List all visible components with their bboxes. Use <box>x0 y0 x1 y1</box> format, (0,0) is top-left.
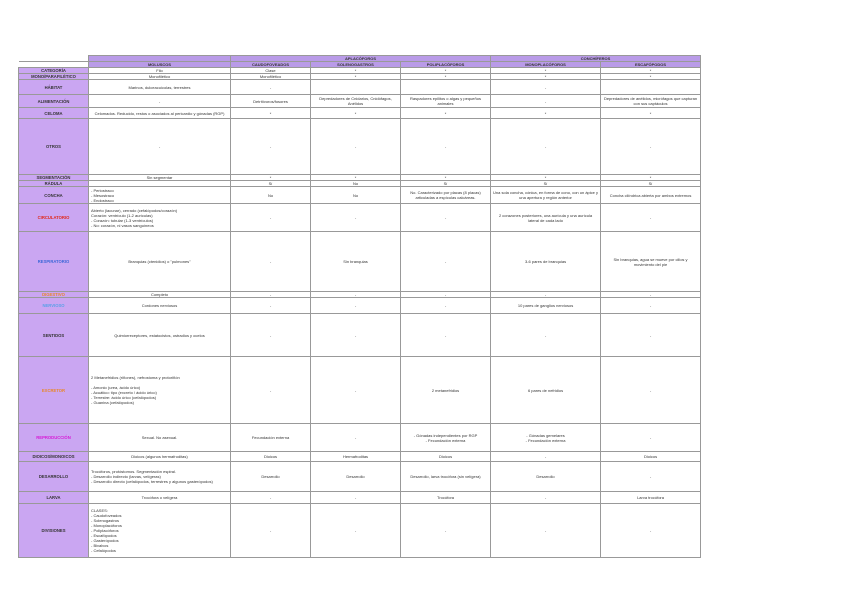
table-cell: 2 Metanefridios (riñones), nefrostoma y protoriñón - Amonio (urea, ácido úrico) - Acuático: tipo (excreto / ácido úrico) - Terrestre: ácido úrico (cefalópodos) - Guanina (cefalópodos) <box>89 357 231 424</box>
column-header: ESCAFÓPODOS <box>601 62 701 68</box>
table-row <box>19 187 701 204</box>
table-cell: * <box>601 74 701 80</box>
table-cell: - <box>401 292 491 298</box>
table-cell: Larva trocófora <box>601 492 701 504</box>
row-label: HÁBITAT <box>19 80 89 95</box>
table-cell: - <box>311 424 401 452</box>
table-cell: - <box>601 298 701 314</box>
table-cell: 2 metanefridios <box>401 357 491 424</box>
table-row <box>19 232 701 292</box>
table-cell: Depredadores de anélidos, micrófagos que capturan con sus captáculos <box>601 95 701 108</box>
table-cell: Fecundación externa <box>231 424 311 452</box>
table-cell: - <box>491 95 601 108</box>
table-cell: Trocóforos, protóstomos. Segmentación espiral. - Desarrollo indirecto (larvas, velígeras) - Desarrollo directo (cefalópodos, terrestres y algunos gasterópodos) <box>89 462 231 492</box>
table-cell: - <box>601 357 701 424</box>
table-cell: * <box>491 175 601 181</box>
table-cell: - <box>89 119 231 175</box>
table-cell: No <box>311 181 401 187</box>
table-row <box>19 108 701 119</box>
table-cell: * <box>601 175 701 181</box>
table-cell: - <box>231 314 311 357</box>
table-cell: Dioicos <box>601 452 701 462</box>
table-cell: - <box>89 95 231 108</box>
table-cell: Raspadores epilitos o algas y pequeños animales <box>401 95 491 108</box>
group-header-conchiferos: CONCHÍFEROS <box>491 56 701 62</box>
table-cell: - <box>231 298 311 314</box>
table-cell: - <box>601 314 701 357</box>
table-row <box>19 80 701 95</box>
table-cell: - <box>311 314 401 357</box>
table-row <box>19 298 701 314</box>
table-cell: Abierto (lacunar), cerrado (cefalópodos/corazón) Corazón: ventrículo (1-2 aurículas) - Corazón: tubular (1-3 ventrículos) - No: corazón, ni vasos sanguíneos <box>89 204 231 232</box>
table-cell: Monofilético <box>89 74 231 80</box>
table-row <box>19 504 701 558</box>
table-row <box>19 462 701 492</box>
table-cell: - <box>491 292 601 298</box>
table-cell: Sin branquias, agua se mueve por cilios y movimiento del pie <box>601 232 701 292</box>
table-cell: * <box>231 175 311 181</box>
table-cell: * <box>601 68 701 74</box>
table-cell: Filo <box>89 68 231 74</box>
table-cell: Dioicos (algunos hermafroditas) <box>89 452 231 462</box>
table-cell: Desarrollo <box>231 462 311 492</box>
table-cell: Sí <box>601 181 701 187</box>
table-cell: - <box>491 492 601 504</box>
table-cell: * <box>401 68 491 74</box>
table-cell: Quimiorreceptores, estatocistos, ostradios y ocelos <box>89 314 231 357</box>
row-label: SENTIDOS <box>19 314 89 357</box>
column-header: MOLUSCOS <box>89 62 231 68</box>
table-row <box>19 314 701 357</box>
column-header: SOLENOGASTROS <box>311 62 401 68</box>
table-cell: - <box>311 504 401 558</box>
table-cell: - <box>311 492 401 504</box>
table-cell: No. Caracterizado por placas (8 placas) articuladas a espículas calcáreas. <box>401 187 491 204</box>
table-cell: * <box>401 108 491 119</box>
table-cell: - <box>601 424 701 452</box>
table-cell: - <box>311 357 401 424</box>
table-cell: Detritívoros/fosores <box>231 95 311 108</box>
table-cell: Monofilético <box>231 74 311 80</box>
column-header: POLIPLACÓFOROS <box>401 62 491 68</box>
table-cell: Dioicos <box>231 452 311 462</box>
table-cell: * <box>401 74 491 80</box>
table-cell: Sí <box>491 181 601 187</box>
row-label: DIVISIONES <box>19 504 89 558</box>
table-row <box>19 452 701 462</box>
table-cell <box>601 80 701 95</box>
table-cell: * <box>491 74 601 80</box>
table-row <box>19 95 701 108</box>
row-label: RÁDULA <box>19 181 89 187</box>
table-cell: - <box>401 232 491 292</box>
table-row <box>19 204 701 232</box>
table-cell: CLASES: - Caudofoveados - Solenogastros - Monoplacóforos - Poliplacóforos - Escafópodos - Gasterópodos - Bivalvos - Cefalópodos <box>89 504 231 558</box>
table-cell: - <box>491 452 601 462</box>
table-cell: - <box>401 298 491 314</box>
table-cell: - <box>601 204 701 232</box>
table-row <box>19 492 701 504</box>
table-cell: - Gónadas gemelares - Fecundación externa <box>491 424 601 452</box>
table-cell: - <box>311 204 401 232</box>
column-header: CAUDOFOVEADOS <box>231 62 311 68</box>
table-cell: Completo <box>89 292 231 298</box>
table-cell: 2 corazones posteriores, una aurícula y una aurícula lateral de cada lado <box>491 204 601 232</box>
table-cell: Trocófora o velígera <box>89 492 231 504</box>
row-label: SEGMENTACIÓN <box>19 175 89 181</box>
table-cell: - <box>491 504 601 558</box>
row-label: MONO/PARAFILÉTICO <box>19 74 89 80</box>
table-cell: - <box>601 462 701 492</box>
table-cell: - <box>491 314 601 357</box>
table-cell: Desarrollo, larva trocófora (sin velígera) <box>401 462 491 492</box>
table-cell: - <box>231 504 311 558</box>
row-label: LARVA <box>19 492 89 504</box>
table-cell: Depredadores de Cnidarios, Cnidófagos, Anélidos <box>311 95 401 108</box>
table-cell: Celomados. Reducido, restos o asociados al pericardio y gónadas (RGP) <box>89 108 231 119</box>
table-cell: * <box>231 108 311 119</box>
table-cell: Marinos, dulceacuícolas, terrestres <box>89 80 231 95</box>
table-cell: * <box>311 175 401 181</box>
row-label: DIOICOS/MONOICOS <box>19 452 89 462</box>
row-label: DESARROLLO <box>19 462 89 492</box>
table-cell: - Periostraco - Mesostraco - Endostraco <box>89 187 231 204</box>
table-cell: Sí <box>231 181 311 187</box>
table-row <box>19 357 701 424</box>
table-cell: Trocófora <box>401 492 491 504</box>
table-cell: 10 pares de ganglios nerviosos <box>491 298 601 314</box>
table-cell: - <box>601 119 701 175</box>
table-cell: Desarrollo <box>491 462 601 492</box>
table-cell: - <box>401 119 491 175</box>
table-row <box>19 119 701 175</box>
row-label: CELOMA <box>19 108 89 119</box>
row-label: OTROS <box>19 119 89 175</box>
table-cell: - <box>231 292 311 298</box>
table-cell: - <box>311 298 401 314</box>
row-label: DIGESTIVO <box>19 292 89 298</box>
column-header: MONOPLACÓFOROS <box>491 62 601 68</box>
table-cell: - <box>311 119 401 175</box>
table-cell: * <box>601 108 701 119</box>
table-cell: - <box>231 204 311 232</box>
table-cell: Dioicos <box>401 452 491 462</box>
table-cell: No <box>311 187 401 204</box>
table-cell <box>311 80 401 95</box>
table-cell: 6 pares de nefridios <box>491 357 601 424</box>
table-cell: * <box>311 68 401 74</box>
table-cell: - <box>491 80 601 95</box>
table-cell: Hermafroditas <box>311 452 401 462</box>
table-cell: Clase <box>231 68 311 74</box>
table-cell: * <box>491 68 601 74</box>
row-label: RESPIRATORIO <box>19 232 89 292</box>
table-cell: - <box>231 492 311 504</box>
table-cell: No <box>231 187 311 204</box>
group-header-aplacoforos: APLACÓFOROS <box>231 56 491 62</box>
table-cell: Cordones nerviosos <box>89 298 231 314</box>
table-cell: - <box>401 204 491 232</box>
table-cell: - <box>231 357 311 424</box>
table-cell: Una sola concha, cónica, en forma de cono, con un ápice y una apertura y región anterior <box>491 187 601 204</box>
row-label: ALIMENTACIÓN <box>19 95 89 108</box>
table-cell: - <box>601 292 701 298</box>
table-cell: - <box>231 232 311 292</box>
table-cell: Sin branquias <box>311 232 401 292</box>
table-row <box>19 424 701 452</box>
table-cell: Branquias (ctenidios) o "pulmones" <box>89 232 231 292</box>
table-cell: * <box>311 108 401 119</box>
table-cell: - <box>231 80 311 95</box>
table-cell: - <box>401 314 491 357</box>
row-label: CATEGORÍA <box>19 68 89 74</box>
row-label: CONCHA <box>19 187 89 204</box>
table-cell: * <box>401 175 491 181</box>
table-cell: Sin segmentar <box>89 175 231 181</box>
table-cell: - <box>401 504 491 558</box>
comparison-table <box>18 55 701 558</box>
table-cell: - Gónadas independientes por RGP - Fecundación externa <box>401 424 491 452</box>
table-cell: Desarrollo <box>311 462 401 492</box>
table-cell: Sexual. No asexual. <box>89 424 231 452</box>
row-label: CIRCULATORIO <box>19 204 89 232</box>
table-cell: - <box>311 292 401 298</box>
table-cell: Concha cilíndrica abierta por ambos extremos <box>601 187 701 204</box>
table-cell: 3-6 pares de branquias <box>491 232 601 292</box>
table-cell: - <box>601 504 701 558</box>
table-cell: - <box>231 119 311 175</box>
table-cell: * <box>491 108 601 119</box>
row-label: REPRODUCCIÓN <box>19 424 89 452</box>
table-cell <box>401 80 491 95</box>
table-cell: Sí <box>401 181 491 187</box>
table-cell: - <box>491 119 601 175</box>
row-label: NERVIOSO <box>19 298 89 314</box>
row-label: EXCRETOR <box>19 357 89 424</box>
table-cell: * <box>311 74 401 80</box>
